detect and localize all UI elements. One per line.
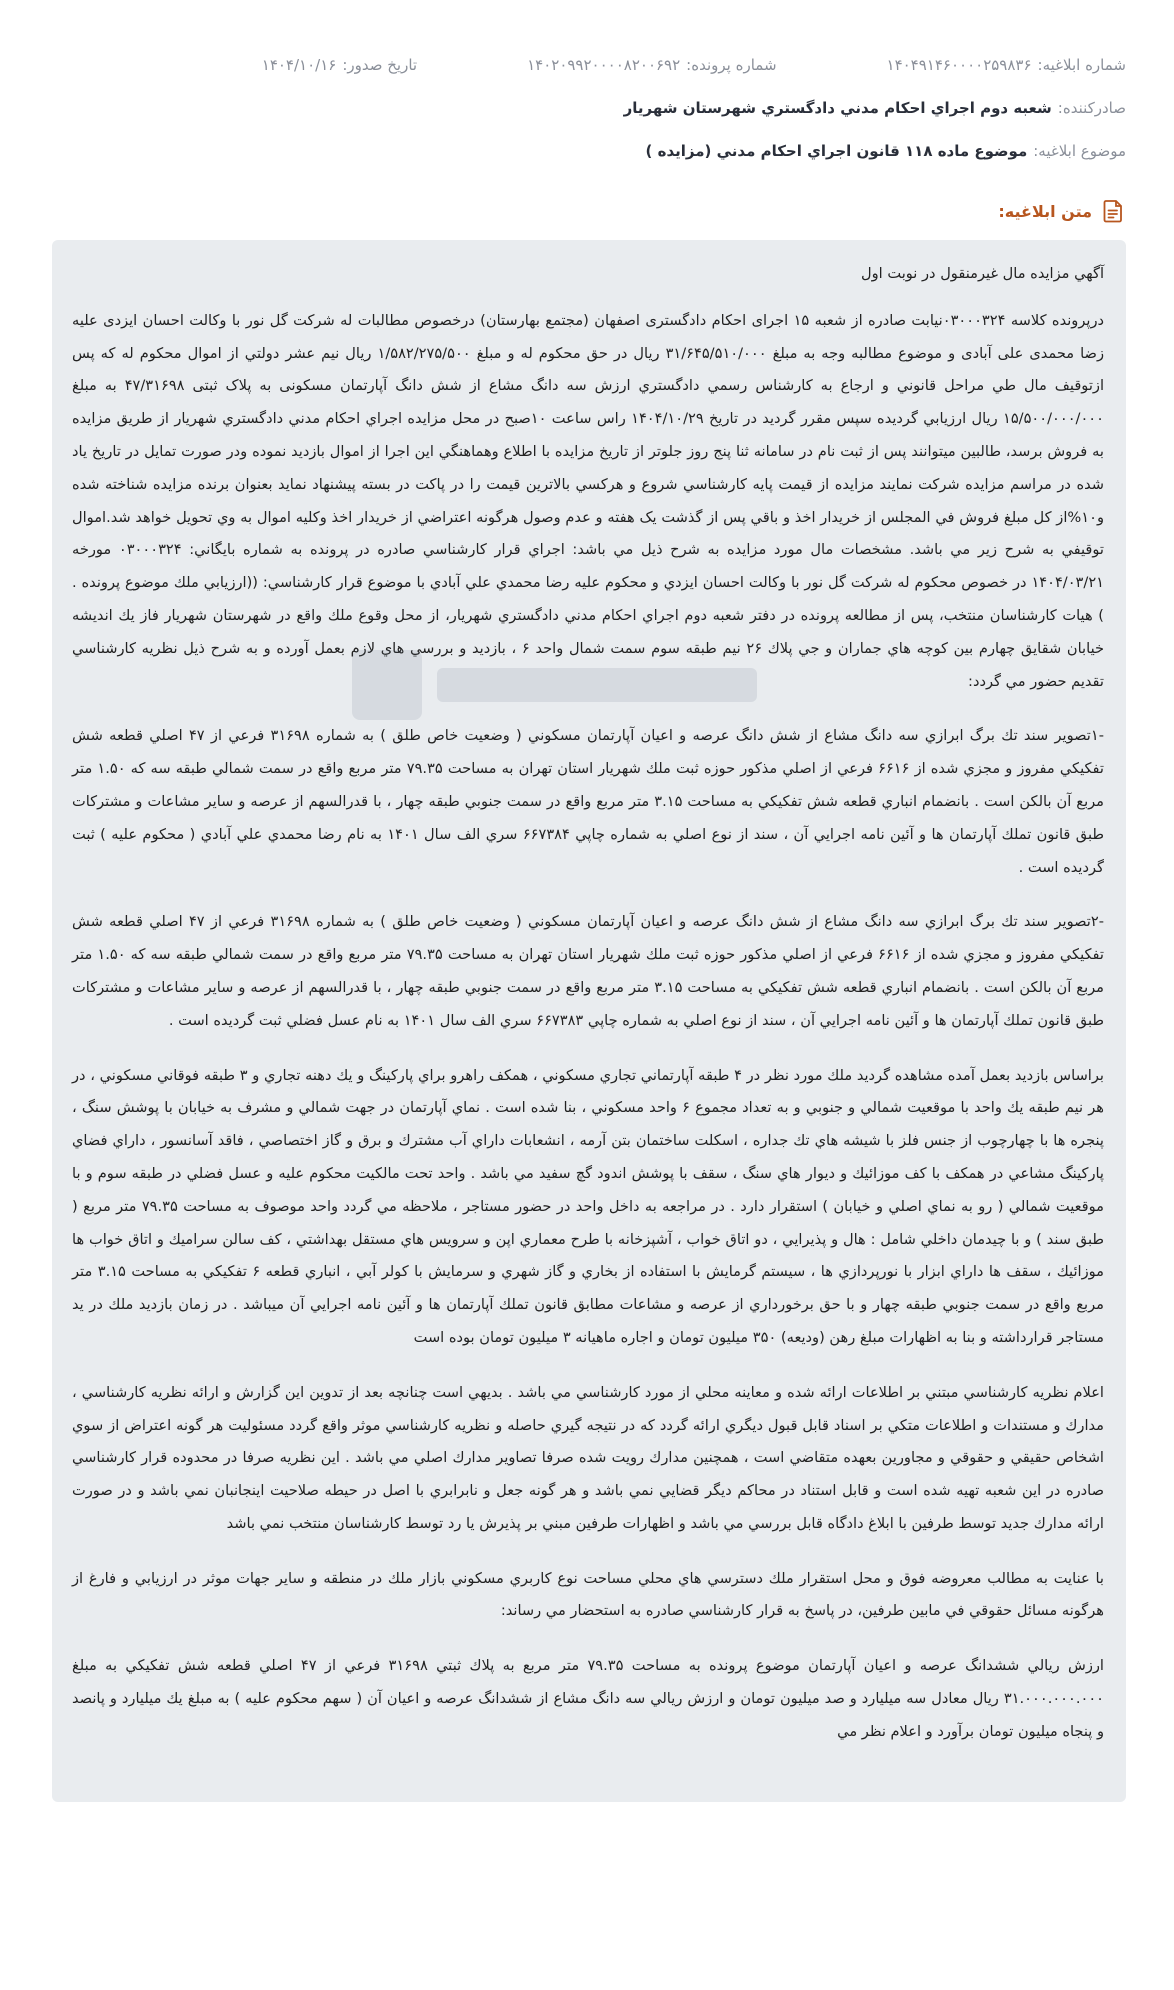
issuer-value: شعبه دوم اجراي احكام مدني دادگستري شهرستان شهريار xyxy=(623,99,1052,117)
notice-paragraph: اعلام نظريه كارشناسي مبتني بر اطلاعات ارائه شده و معاينه محلي از مورد كارشناسي مي باشد . بديهي است چنانچه بعد از تدوين اين گزارش و ارائه نظريه كارشناسي ، مدارك و مستندات و اطلاعات متكي بر اسناد قابل قبول ديگري ارائه گردد كه در نتيجه گيري حاصله و نظريه كارشناسي موثر واقع گردد مسئوليت هر گونه اعتراض از سوي اشخاص حقيقي و حقوقي و مجاورين بعهده متقاضي است ، همچنين مدارك رويت شده صرفا تصاوير مدارك اصلي مي باشد . اين نظريه صرفا در محدوده قرار كارشناسي صادره در اين شعبه تهيه شده است و قابل استناد در محاكم ديگر قضايي نمي باشد و هر گونه جعل و نابرابري با اصل در حيطه صلاحيت اينجانبان نمي باشد و در صورت ارائه مدارك جديد توسط طرفين با ابلاغ دادگاه قابل بررسي مي باشد و اظهارات طرفين مبني بر پذيرش يا رد توسط كارشناسان منتخب نمي باشد xyxy=(72,1383,1104,1532)
notice-paragraph: ارزش ريالي ششدانگ عرصه و اعيان آپارتمان موضوع پرونده به مساحت ۷۹.۳۵ متر مربع به پلاك ثبتي ۳۱۶۹۸ فرعي از ۴۷ اصلي قطعه شش تفكيكي به مبلغ ۳۱.۰۰۰.۰۰۰.۰۰۰ ريال معادل سه ميليارد و صد ميليون تومان و ارزش ريالي سه دانگ مشاع از ششدانگ عرصه و اعيان آن ( سهم محكوم عليه ) به مبلغ يك ميليارد و پانصد و پنجاه ميليون تومان برآورد و اعلام نظر مي xyxy=(72,1657,1104,1740)
issue-date-value: ۱۴۰۴/۱۰/۱۶ xyxy=(261,56,337,74)
notice-meta-row xyxy=(48,56,1126,74)
notice-body-heading xyxy=(998,198,1126,224)
subject-value: موضوع ماده ۱۱۸ قانون اجراي احكام مدني (مزايده ) xyxy=(645,142,1028,160)
issuer-field xyxy=(624,99,1126,117)
case-number-value: ۱۴۰۲۰۹۹۲۰۰۰۰۸۲۰۰۶۹۲ xyxy=(527,56,681,74)
notice-paragraph: -۲تصوير سند تك برگ ابرازي سه دانگ مشاع از شش دانگ عرصه و اعيان آپارتمان مسكوني ( وضعيت خاص طلق ) به شماره ۳۱۶۹۸ فرعي از ۴۷ اصلي قطعه شش تفكيكي مفروز و مجزي شده از ۶۶۱۶ فرعي از اصلي مذكور حوزه ثبت ملك شهريار استان تهران به مساحت ۷۹.۳۵ متر مربع واقع در سمت شمالي طبقه سه كه ۱.۵۰ متر مربع آن بالكن است . بانضمام انباري قطعه شش تفكيكي به مساحت ۳.۱۵ متر مربع واقع در سمت جنوبي طبقه چهار ، با قدرالسهم از عرصه و ساير مشاعات و مشتركات طبق قانون تملك آپارتمان ها و آئين نامه اجرايي آن ، سند از نوع اصلي به شماره چاپي ۶۶۷۳۸۳ سري الف سال ۱۴۰۱ به نام عسل فضلي ثبت گرديده است . xyxy=(72,913,1104,1029)
case-number-label: شماره پرونده: xyxy=(686,56,777,74)
document-icon xyxy=(1100,198,1126,224)
issue-date-field xyxy=(262,56,417,74)
case-number-field xyxy=(527,56,776,74)
notice-body-panel xyxy=(52,240,1126,1802)
issue-date-label: تاریخ صدور: xyxy=(342,56,418,74)
notice-headline: آگهي مزايده مال غيرمنقول در نوبت اول xyxy=(861,265,1104,282)
notice-paragraph: -۱تصوير سند تك برگ ابرازي سه دانگ مشاع از شش دانگ عرصه و اعيان آپارتمان مسكوني ( وضعيت خاص طلق ) به شماره ۳۱۶۹۸ فرعي از ۴۷ اصلي قطعه شش تفكيكي مفروز و مجزي شده از ۶۶۱۶ فرعي از اصلي مذكور حوزه ثبت ملك شهريار استان تهران به مساحت ۷۹.۳۵ متر مربع واقع در سمت شمالي طبقه سه كه ۱.۵۰ متر مربع آن بالكن است . بانضمام انباري قطعه شش تفكيكي به مساحت ۳.۱۵ متر مربع واقع در سمت جنوبي طبقه چهار ، با قدرالسهم از عرصه و ساير مشاعات و مشتركات طبق قانون تملك آپارتمان ها و آئين نامه اجرايي آن ، سند از نوع اصلي به شماره چاپي ۶۶۷۳۸۴ سري الف سال ۱۴۰۱ به نام رضا محمدي علي آبادي ( محكوم عليه ) ثبت گرديده است . xyxy=(72,727,1104,876)
notice-paragraph: با عنايت به مطالب معروضه فوق و محل استقرار ملك دسترسي هاي محلي مساحت نوع كاربري مسكوني بازار ملك در منطقه و ساير جهات موثر در ارزيابي و فارغ از هرگونه مسائل حقوقي في مابين طرفين، در پاسخ به قرار كارشناسي صادره به استحضار مي رساند: xyxy=(72,1569,1104,1620)
issuer-row xyxy=(48,99,1126,117)
notice-number-label: شماره ابلاغیه: xyxy=(1037,56,1126,74)
notice-paragraph: براساس بازديد بعمل آمده مشاهده گرديد ملك مورد نظر در ۴ طبقه آپارتماني تجاري مسكوني ، همكف راهرو براي پاركينگ و يك دهنه تجاري و ۳ طبقه فوقاني مسكوني ، در هر نيم طبقه يك واحد با موقعيت شمالي و جنوبي و به تعداد مجموع ۶ واحد مسكوني ، بنا شده است . نماي آپارتمان در جهت شمالي و مشرف به خيابان با پوشش سنگ ، پنجره ها با چهارچوب از جنس فلز با شيشه هاي تك جداره ، اسكلت ساختمان بتن آرمه ، انشعابات داراي آب مشترك و برق و گاز اختصاصي ، فاقد آسانسور ، داراي فضاي پاركينگ مشاعي در همكف با كف موزائيك و ديوار هاي سنگ ، سقف با پوشش اندود گچ سفيد مي باشد . واحد تحت مالكيت محكوم عليه و عسل فضلي در طبقه سوم و با موقعيت شمالي ( رو به نماي اصلي و خيابان ) استقرار دارد . در مراجعه به داخل واحد در حضور مستاجر ، ملاحظه مي گردد واحد موصوف به مساحت ۷۹.۳۵ متر مربع ( طبق سند ) و با چيدمان داخلي شامل : هال و پذيرايي ، دو اتاق خواب ، آشپزخانه با طرح معماري اپن و سرويس هاي مستقل بهداشتي ، كف سالن سراميك و اتاق خواب ها موزائيك ، سقف ها داراي ابزار با نورپردازي ها ، سيستم گرمايش با استفاده از بخاري و گاز شهري و سرمايش با كولر آبي ، انباري قطعه ۶ تفكيكي به مساحت ۳.۱۵ متر مربع واقع در سمت جنوبي طبقه چهار و با حق برخورداري از عرصه و مشاعات مطابق قانون تملك آپارتمان ها و آئين نامه اجرايي آن ميباشد . در زمان بازديد ملك در يد مستاجر قرارداشته و بنا به اظهارات مبلغ رهن (وديعه) ۳۵۰ ميليون تومان و اجاره ماهيانه ۳ ميليون تومان بوده است xyxy=(72,1066,1104,1346)
notice-body-title: متن ابلاغیه: xyxy=(998,201,1092,221)
notice-paragraph: درپرونده کلاسه ۰۳۰۰۰۳۲۴نيابت صادره از شعبه ۱۵ اجرای احکام دادگستری اصفهان (مجتمع بهارستان) درخصوص مطالبات له شرکت گل نور با وکالت احسان ایزدی علیه زضا محمدی علی آبادی و موضوع مطالبه وجه به مبلغ ۳۱/۶۴۵/۵۱۰/۰۰۰ ريال در حق محکوم له و مبلغ ۱/۵۸۲/۲۷۵/۵۰۰ ريال نيم عشر دولتي از اموال محکوم له که پس ازتوقيف مال طي مراحل قانوني و ارجاع به كارشناس رسمي دادگستري ارزش سه دانگ مشاع از شش دانگ آپارتمان مسکونی به پلاک ثبتی ۴۷/۳۱۶۹۸ به مبلغ ۱۵/۵۰۰/۰۰۰/۰۰۰ ريال ارزيابي گرديده سپس مقرر گرديد در تاريخ ۱۴۰۴/۱۰/۲۹ راس ساعت ۱۰صبح در محل مزايده اجراي احكام مدني دادگستري شهريار از طريق مزايده به فروش برسد، طالبين ميتوانند پس از ثبت نام در سامانه ثنا پنج روز جلوتر از تاريخ مزايده با اطلاع وهماهنگي اين اجرا از اموال بازديد نموده ودر صورت تمايل در تاريخ ياد شده در مراسم مزايده شركت نمايند مزايده از قيمت پايه كارشناسي شروع و هركسي بالاترين قيمت را در پاكت در بسته پيشنهاد نمايد بعنوان برنده مزايده شناخته شده و۱۰%از كل مبلغ فروش في المجلس از خريدار اخذ و باقي پس از گذشت يک هفته و عدم وصول هرگونه اعتراضي از خريدار اخذ وکليه اموال به وي تحويل خواهد شد.اموال توقيفي به شرح زير مي باشد. مشخصات مال مورد مزايده به شرح ذيل مي باشد: اجراي قرار كارشناسي صادره در پرونده به شماره بايگاني: ۰۳۰۰۰۳۲۴ مورخه ۱۴۰۴/۰۳/۲۱ در خصوص محكوم له شركت گل نور با وكالت احسان ايزدي و محكوم عليه رضا محمدي علي آبادي با موضوع قرار كارشناسي: ((ارزيابي ملك موضوع پرونده . ) هيات كارشناسان منتخب، پس از مطالعه پرونده در دفتر شعبه دوم اجراي احكام مدني دادگستري شهريار، از محل وقوع ملك واقع در شهرستان شهريار فاز يك انديشه خيابان شقايق چهارم بين كوچه هاي جماران و جي پلاك ۲۶ نيم طبقه سوم سمت شمال واحد ۶ ، بازديد و بررسي هاي لازم بعمل آورده و به شرح ذيل نظريه كارشناسي تقديم حضور مي گردد: xyxy=(72,311,1105,690)
issuer-label: صادرکننده: xyxy=(1057,99,1126,117)
subject-label: موضوع ابلاغیه: xyxy=(1033,142,1126,160)
notice-number-field xyxy=(887,56,1126,74)
subject-row xyxy=(48,142,1126,160)
notice-number-value: ۱۴۰۴۹۱۴۶۰۰۰۰۲۵۹۸۳۶ xyxy=(886,56,1032,74)
subject-field xyxy=(646,142,1126,160)
